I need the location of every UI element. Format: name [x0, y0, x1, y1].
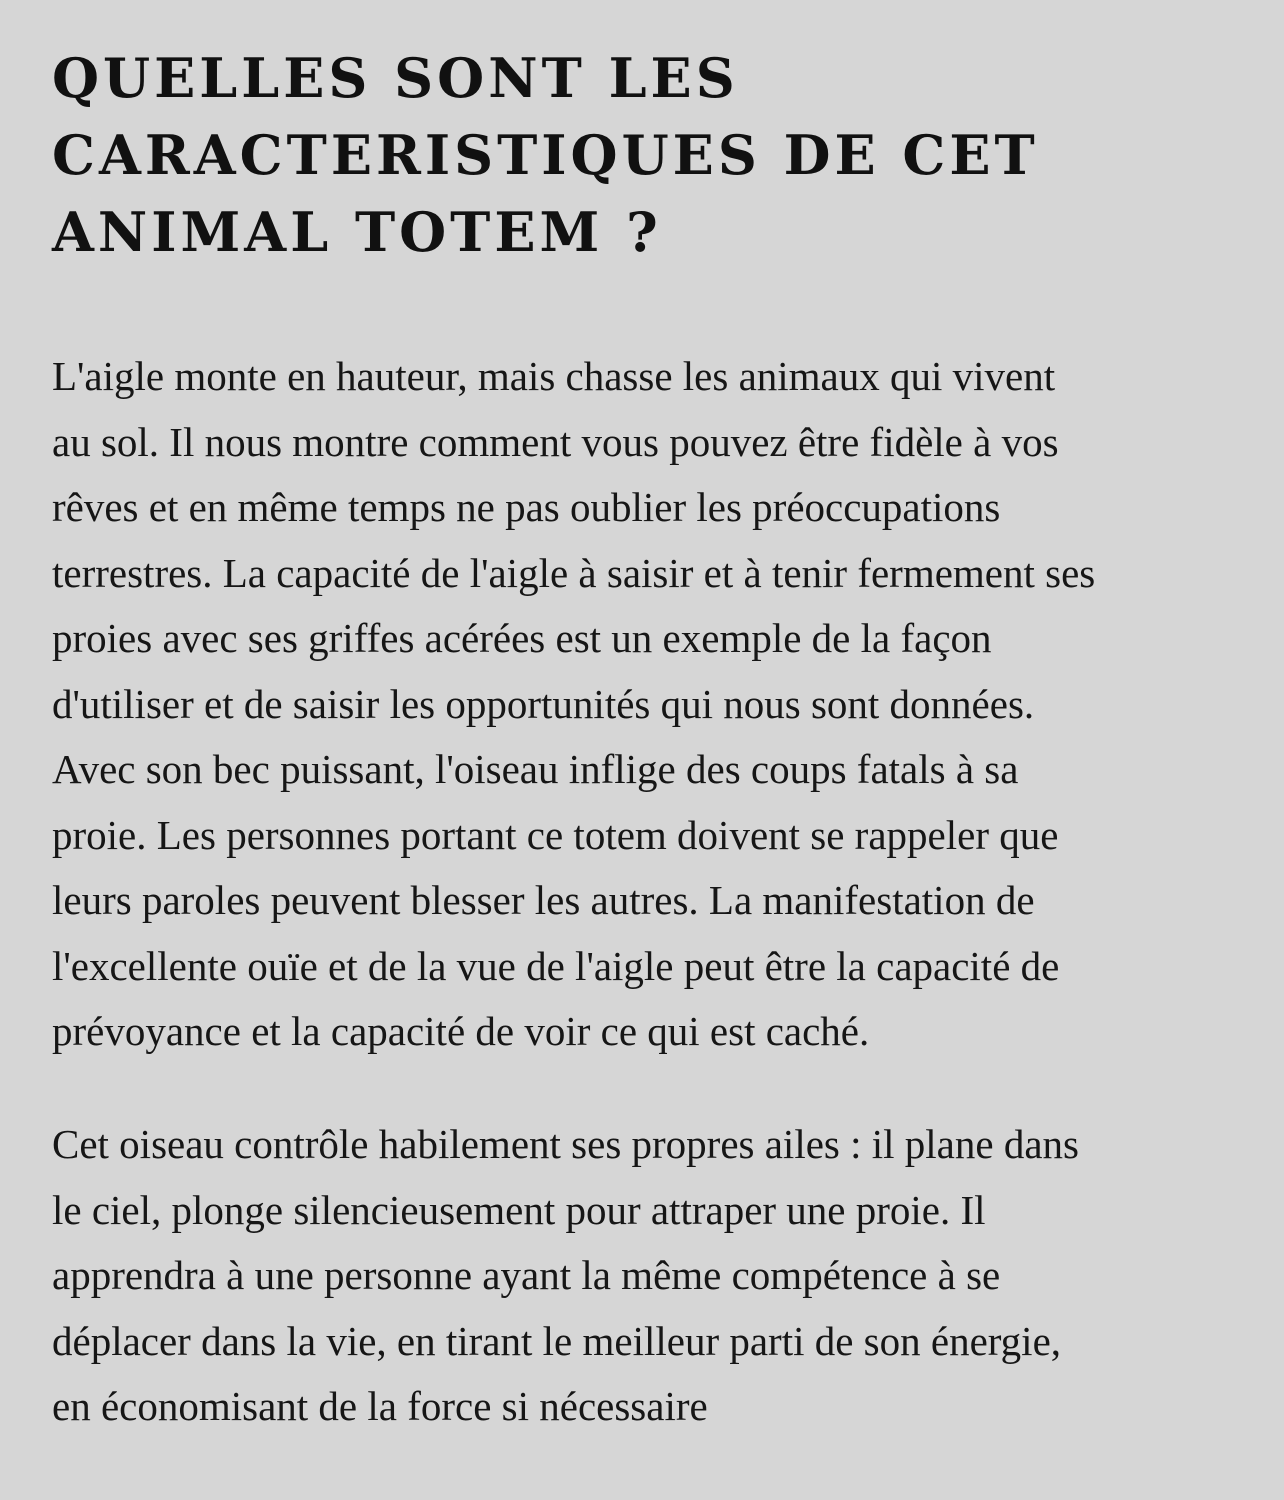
text-line: Avec son bec puissant, l'oiseau inflige des coups fatals à sa [52, 746, 1019, 792]
text-line: rêves et en même temps ne pas oublier les préoccupations [52, 484, 1001, 530]
text-line: prévoyance et la capacité de voir ce qui est caché. [52, 1008, 870, 1054]
text-line: proies avec ses griffes acérées est un exemple de la façon [52, 615, 992, 661]
paragraph-eagle-flight [52, 1112, 1079, 1440]
text-line: au sol. Il nous montre comment vous pouvez être fidèle à vos [52, 418, 1059, 465]
text-line: déplacer dans la vie, en tirant le meilleur parti de son énergie, [52, 1317, 1062, 1364]
paragraph-eagle-traits [52, 344, 1095, 1065]
title-line: QUELLES SONT LES [52, 46, 739, 110]
text-line: L'aigle monte en hauteur, mais chasse les animaux qui vivent [52, 353, 1056, 399]
title-line: CARACTERISTIQUES DE CET [52, 123, 1039, 187]
text-line: le ciel, plonge silencieusement pour attraper une proie. Il [52, 1186, 986, 1233]
page-title [52, 0, 1252, 271]
article-content [52, 0, 1252, 1429]
text-line: l'excellente ouïe et de la vue de l'aigle peut être la capacité de [52, 942, 1060, 989]
text-line: apprendra à une personne ayant la même compétence à se [52, 1252, 1001, 1298]
text-line: en économisant de la force si nécessaire [52, 1383, 708, 1429]
text-line: proie. Les personnes portant ce totem doivent se rappeler que [52, 811, 1059, 858]
title-line: ANIMAL TOTEM ? [52, 200, 662, 264]
text-line: terrestres. La capacité de l'aigle à saisir et à tenir fermement ses [52, 549, 1096, 596]
text-line: leurs paroles peuvent blesser les autres. La manifestation de [52, 877, 1035, 923]
text-line: d'utiliser et de saisir les opportunités qui nous sont données. [52, 680, 1035, 727]
text-line: Cet oiseau contrôle habilement ses propres ailes : il plane dans [52, 1121, 1079, 1167]
